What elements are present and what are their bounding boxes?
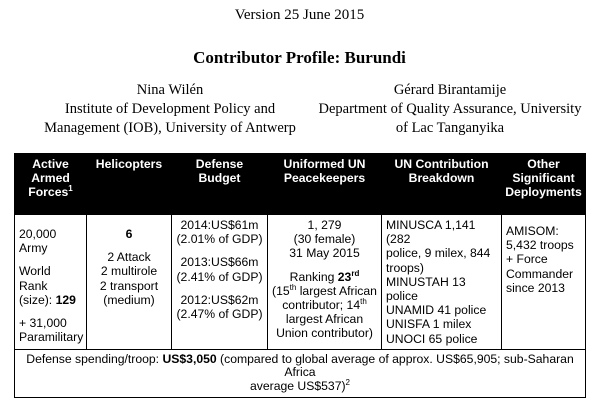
table-row xyxy=(15,215,586,350)
cell-defense-spending-per-troop: Defense spending/troop: US$3,050 (compared to global average of approx. US$65,905; sub-Saharan Africa average US$537)$^2$ xyxy=(15,349,586,397)
cell-helicopters: 6 2 Attack 2 multirole 2 transport (medium) xyxy=(87,215,172,350)
author-affiliation-line: Management (IOB), University of Antwerp xyxy=(44,120,296,136)
author-block-wilen xyxy=(20,81,320,138)
cell-armed-forces: 20,000 Army World Rank (size): 129 + 31,000 Paramilitary xyxy=(15,215,87,350)
header-un-contribution: UN Contribution Breakdown xyxy=(382,154,502,215)
table-header-row xyxy=(15,154,586,215)
contributor-profile-table xyxy=(14,153,586,398)
version-date: Version 25 June 2015 xyxy=(234,7,365,23)
header-armed-forces: Active Armed Forces$^1$ xyxy=(15,154,87,215)
cell-other-deployments: AMISOM: 5,432 troops + Force Commander since 2013 xyxy=(502,215,586,350)
author-name: Gérard Birantamije xyxy=(393,82,507,98)
table-footer-row xyxy=(15,349,586,397)
author-name: Nina Wilén xyxy=(136,82,204,98)
author-block-birantamije xyxy=(310,81,590,138)
cell-uniformed-peacekeepers: 1, 279 (30 female) 31 May 2015 Ranking 23rd (15th largest African contributor; 14th largest African Union contributor) xyxy=(268,215,382,350)
cell-un-contribution: MINUSCA 1,141 (282 police, 9 milex, 844 troops) MINUSTAH 13 police UNAMID 41 police UNISFA 1 milex UNOCI 65 police xyxy=(382,215,502,350)
cell-defense-budget: 2014:US$61m (2.01% of GDP) 2013:US$66m (2.41% of GDP) 2012:US$62m (2.47% of GDP) xyxy=(172,215,268,350)
header-other-deployments: Other Significant Deployments xyxy=(502,154,586,215)
header-helicopters: Helicopters xyxy=(87,154,172,215)
author-affiliation-line: of Lac Tanganyika xyxy=(395,120,505,136)
header-defense-budget: Defense Budget xyxy=(172,154,268,215)
author-affiliation-line: Institute of Development Policy and xyxy=(64,101,276,117)
author-affiliation-line: Department of Quality Assurance, University xyxy=(318,101,582,117)
document-title: Contributor Profile: Burundi xyxy=(193,48,406,67)
header-uniformed-peacekeepers: Uniformed UN Peacekeepers xyxy=(268,154,382,215)
